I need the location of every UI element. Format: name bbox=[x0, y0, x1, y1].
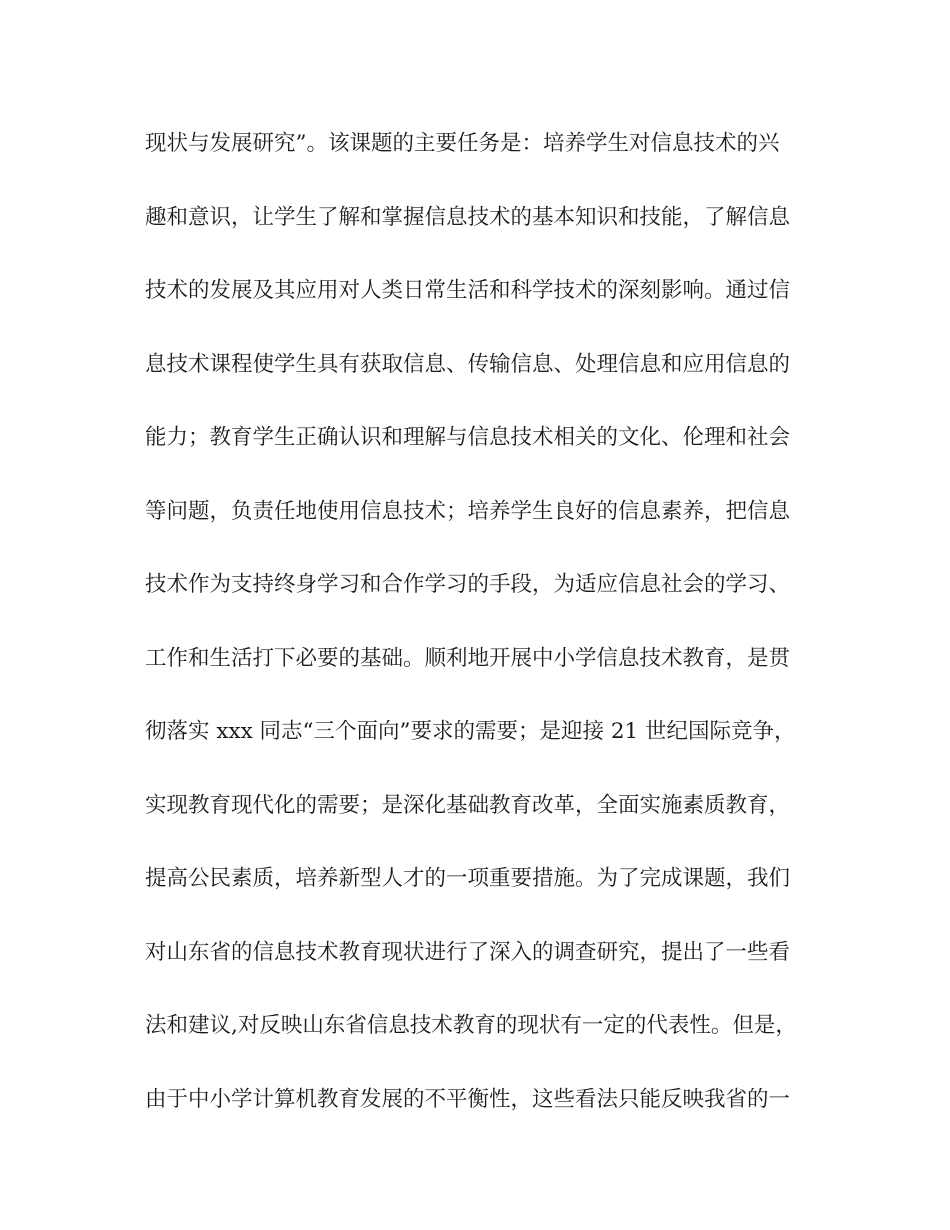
text-line-11: 提高公民素质，培养新型人才的一项重要措施。为了完成课题，我们 bbox=[145, 866, 791, 891]
text-line-3: 技术的发展及其应用对人类日常生活和科学技术的深刻影响。通过信 bbox=[145, 278, 791, 303]
text-line-1: 现状与发展研究”。该课题的主要任务是：培养学生对信息技术的兴 bbox=[145, 131, 780, 156]
text-line-7: 技术作为支持终身学习和合作学习的手段，为适应信息社会的学习、 bbox=[145, 572, 791, 597]
text-line-8: 工作和生活打下必要的基础。顺利地开展中小学信息技术教育，是贯 bbox=[145, 645, 791, 671]
text-line-14: 由于中小学计算机教育发展的不平衡性，这些看法只能反映我省的一 bbox=[145, 1086, 791, 1112]
text-line-4: 息技术课程使学生具有获取信息、传输信息、处理信息和应用信息的 bbox=[145, 351, 791, 377]
text-line-10: 实现教育现代化的需要；是深化基础教育改革，全面实施素质教育， bbox=[145, 792, 791, 818]
text-line-9: 彻落实 xxx 同志“三个面向”要求的需要；是迎接 21 世纪国际竞争， bbox=[145, 719, 796, 744]
text-line-2: 趣和意识，让学生了解和掌握信息技术的基本知识和技能，了解信息 bbox=[145, 204, 791, 230]
body-paragraph bbox=[145, 124, 805, 1153]
text-line-6: 等问题，负责任地使用信息技术；培养学生良好的信息素养，把信息 bbox=[145, 498, 791, 524]
text-line-12: 对山东省的信息技术教育现状进行了深入的调查研究，提出了一些看 bbox=[145, 939, 791, 965]
text-line-5: 能力；教育学生正确认识和理解与信息技术相关的文化、伦理和社会 bbox=[145, 425, 791, 450]
text-line-13: 法和建议,对反映山东省信息技术教育的现状有一定的代表性。但是， bbox=[145, 1013, 797, 1038]
